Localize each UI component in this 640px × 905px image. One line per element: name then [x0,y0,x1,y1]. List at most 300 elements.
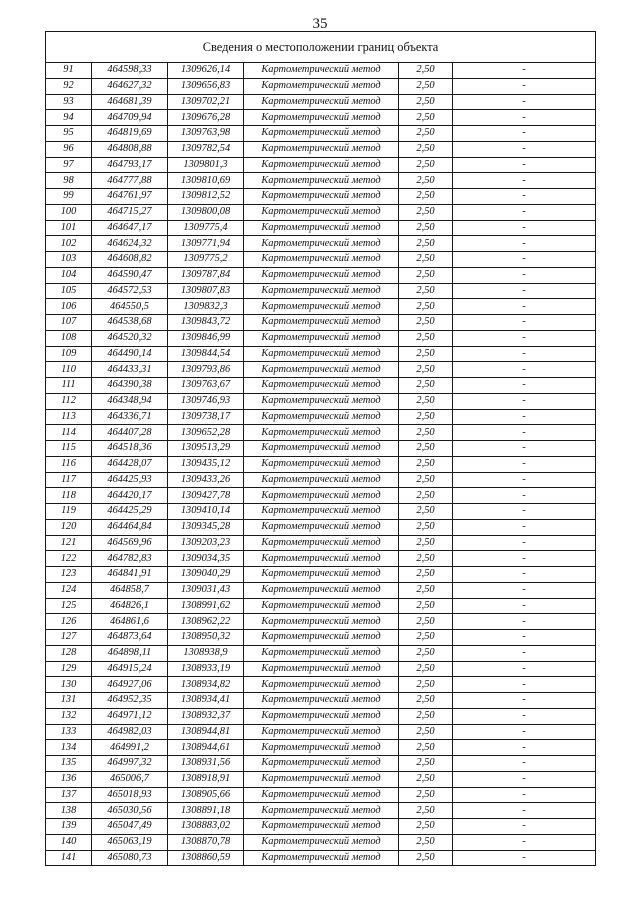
y-coordinate-cell: 1309345,28 [168,519,244,535]
accuracy-cell: 2,50 [399,456,453,472]
accuracy-cell: 2,50 [399,803,453,819]
x-coordinate-cell: 464598,33 [92,63,168,79]
description-cell: - [453,488,596,504]
description-cell: - [453,456,596,472]
method-cell: Картометрический метод [244,173,399,189]
description-cell: - [453,157,596,173]
description-cell: - [453,582,596,598]
y-coordinate-cell: 1308962,22 [168,614,244,630]
description-cell: - [453,740,596,756]
table-row [46,425,596,441]
x-coordinate-cell: 464861,6 [92,614,168,630]
y-coordinate-cell: 1309832,3 [168,299,244,315]
point-number-cell: 135 [46,756,92,772]
accuracy-cell: 2,50 [399,94,453,110]
table-row [46,803,596,819]
y-coordinate-cell: 1308860,59 [168,850,244,866]
y-coordinate-cell: 1309040,29 [168,567,244,583]
table-row [46,110,596,126]
accuracy-cell: 2,50 [399,677,453,693]
accuracy-cell: 2,50 [399,126,453,142]
x-coordinate-cell: 464336,71 [92,409,168,425]
x-coordinate-cell: 464518,36 [92,441,168,457]
point-number-cell: 140 [46,834,92,850]
point-number-cell: 110 [46,362,92,378]
y-coordinate-cell: 1309676,28 [168,110,244,126]
x-coordinate-cell: 464715,27 [92,204,168,220]
y-coordinate-cell: 1308905,66 [168,787,244,803]
table-row [46,126,596,142]
accuracy-cell: 2,50 [399,378,453,394]
x-coordinate-cell: 464952,35 [92,693,168,709]
y-coordinate-cell: 1309034,35 [168,551,244,567]
description-cell: - [453,236,596,252]
accuracy-cell: 2,50 [399,283,453,299]
x-coordinate-cell: 464873,64 [92,630,168,646]
point-number-cell: 109 [46,346,92,362]
table-row [46,346,596,362]
accuracy-cell: 2,50 [399,330,453,346]
table-row [46,141,596,157]
x-coordinate-cell: 464624,32 [92,236,168,252]
point-number-cell: 116 [46,456,92,472]
description-cell: - [453,645,596,661]
description-cell: - [453,551,596,567]
method-cell: Картометрический метод [244,441,399,457]
table-row [46,567,596,583]
point-number-cell: 128 [46,645,92,661]
table-row [46,173,596,189]
method-cell: Картометрический метод [244,708,399,724]
point-number-cell: 105 [46,283,92,299]
x-coordinate-cell: 464898,11 [92,645,168,661]
method-cell: Картометрический метод [244,110,399,126]
x-coordinate-cell: 464627,32 [92,78,168,94]
y-coordinate-cell: 1308918,91 [168,771,244,787]
point-number-cell: 120 [46,519,92,535]
accuracy-cell: 2,50 [399,661,453,677]
description-cell: - [453,567,596,583]
table-row [46,409,596,425]
table-row [46,283,596,299]
y-coordinate-cell: 1309746,93 [168,393,244,409]
point-number-cell: 100 [46,204,92,220]
accuracy-cell: 2,50 [399,504,453,520]
description-cell: - [453,346,596,362]
table-row [46,315,596,331]
accuracy-cell: 2,50 [399,173,453,189]
point-number-cell: 99 [46,189,92,205]
description-cell: - [453,535,596,551]
description-cell: - [453,94,596,110]
method-cell: Картометрический метод [244,645,399,661]
table-row [46,441,596,457]
x-coordinate-cell: 464569,96 [92,535,168,551]
method-cell: Картометрический метод [244,787,399,803]
point-number-cell: 132 [46,708,92,724]
description-cell: - [453,141,596,157]
y-coordinate-cell: 1308932,37 [168,708,244,724]
description-cell: - [453,519,596,535]
y-coordinate-cell: 1308950,32 [168,630,244,646]
method-cell: Картометрический метод [244,803,399,819]
method-cell: Картометрический метод [244,425,399,441]
method-cell: Картометрический метод [244,661,399,677]
method-cell: Картометрический метод [244,693,399,709]
description-cell: - [453,220,596,236]
x-coordinate-cell: 464777,88 [92,173,168,189]
table-row [46,551,596,567]
table-row [46,724,596,740]
point-number-cell: 131 [46,693,92,709]
point-number-cell: 111 [46,378,92,394]
table-row [46,299,596,315]
x-coordinate-cell: 464572,53 [92,283,168,299]
point-number-cell: 133 [46,724,92,740]
x-coordinate-cell: 464858,7 [92,582,168,598]
accuracy-cell: 2,50 [399,346,453,362]
point-number-cell: 95 [46,126,92,142]
point-number-cell: 130 [46,677,92,693]
y-coordinate-cell: 1309763,98 [168,126,244,142]
table-row [46,78,596,94]
method-cell: Картометрический метод [244,630,399,646]
x-coordinate-cell: 464390,38 [92,378,168,394]
point-number-cell: 101 [46,220,92,236]
table-row [46,787,596,803]
y-coordinate-cell: 1308991,62 [168,598,244,614]
y-coordinate-cell: 1308944,81 [168,724,244,740]
table-row [46,362,596,378]
point-number-cell: 94 [46,110,92,126]
accuracy-cell: 2,50 [399,425,453,441]
method-cell: Картометрический метод [244,63,399,79]
method-cell: Картометрический метод [244,283,399,299]
x-coordinate-cell: 464520,32 [92,330,168,346]
accuracy-cell: 2,50 [399,488,453,504]
y-coordinate-cell: 1309807,83 [168,283,244,299]
method-cell: Картометрический метод [244,456,399,472]
method-cell: Картометрический метод [244,409,399,425]
point-number-cell: 93 [46,94,92,110]
table-row [46,189,596,205]
y-coordinate-cell: 1309427,78 [168,488,244,504]
table-row [46,94,596,110]
accuracy-cell: 2,50 [399,850,453,866]
method-cell: Картометрический метод [244,551,399,567]
method-cell: Картометрический метод [244,126,399,142]
y-coordinate-cell: 1309793,86 [168,362,244,378]
point-number-cell: 102 [46,236,92,252]
method-cell: Картометрический метод [244,472,399,488]
table-row [46,614,596,630]
accuracy-cell: 2,50 [399,551,453,567]
method-cell: Картометрический метод [244,78,399,94]
accuracy-cell: 2,50 [399,535,453,551]
y-coordinate-cell: 1309846,99 [168,330,244,346]
description-cell: - [453,850,596,866]
x-coordinate-cell: 464709,94 [92,110,168,126]
boundary-coordinates-table [45,31,596,866]
x-coordinate-cell: 465006,7 [92,771,168,787]
accuracy-cell: 2,50 [399,362,453,378]
point-number-cell: 106 [46,299,92,315]
point-number-cell: 134 [46,740,92,756]
table-row [46,819,596,835]
method-cell: Картометрический метод [244,189,399,205]
description-cell: - [453,393,596,409]
y-coordinate-cell: 1309702,21 [168,94,244,110]
point-number-cell: 114 [46,425,92,441]
table-row [46,252,596,268]
accuracy-cell: 2,50 [399,252,453,268]
table-row [46,157,596,173]
accuracy-cell: 2,50 [399,724,453,740]
accuracy-cell: 2,50 [399,189,453,205]
y-coordinate-cell: 1308938,9 [168,645,244,661]
accuracy-cell: 2,50 [399,63,453,79]
x-coordinate-cell: 464590,47 [92,267,168,283]
y-coordinate-cell: 1308891,18 [168,803,244,819]
table-row [46,645,596,661]
x-coordinate-cell: 464819,69 [92,126,168,142]
table-row [46,850,596,866]
y-coordinate-cell: 1308934,82 [168,677,244,693]
method-cell: Картометрический метод [244,94,399,110]
table-row [46,756,596,772]
table-row [46,378,596,394]
method-cell: Картометрический метод [244,141,399,157]
accuracy-cell: 2,50 [399,110,453,126]
method-cell: Картометрический метод [244,598,399,614]
accuracy-cell: 2,50 [399,582,453,598]
accuracy-cell: 2,50 [399,708,453,724]
description-cell: - [453,441,596,457]
accuracy-cell: 2,50 [399,693,453,709]
table-row [46,740,596,756]
table-row [46,630,596,646]
method-cell: Картометрический метод [244,267,399,283]
accuracy-cell: 2,50 [399,756,453,772]
accuracy-cell: 2,50 [399,409,453,425]
table-row [46,708,596,724]
method-cell: Картометрический метод [244,677,399,693]
method-cell: Картометрический метод [244,771,399,787]
y-coordinate-cell: 1309775,4 [168,220,244,236]
accuracy-cell: 2,50 [399,771,453,787]
method-cell: Картометрический метод [244,756,399,772]
description-cell: - [453,708,596,724]
description-cell: - [453,299,596,315]
point-number-cell: 96 [46,141,92,157]
table-row [46,330,596,346]
x-coordinate-cell: 464927,06 [92,677,168,693]
point-number-cell: 103 [46,252,92,268]
x-coordinate-cell: 464348,94 [92,393,168,409]
point-number-cell: 141 [46,850,92,866]
accuracy-cell: 2,50 [399,472,453,488]
y-coordinate-cell: 1309800,08 [168,204,244,220]
accuracy-cell: 2,50 [399,598,453,614]
description-cell: - [453,819,596,835]
point-number-cell: 98 [46,173,92,189]
x-coordinate-cell: 464782,83 [92,551,168,567]
y-coordinate-cell: 1309782,54 [168,141,244,157]
description-cell: - [453,204,596,220]
description-cell: - [453,110,596,126]
x-coordinate-cell: 464915,24 [92,661,168,677]
accuracy-cell: 2,50 [399,787,453,803]
accuracy-cell: 2,50 [399,630,453,646]
point-number-cell: 113 [46,409,92,425]
accuracy-cell: 2,50 [399,78,453,94]
description-cell: - [453,126,596,142]
description-cell: - [453,756,596,772]
x-coordinate-cell: 464793,17 [92,157,168,173]
x-coordinate-cell: 465047,49 [92,819,168,835]
y-coordinate-cell: 1309844,54 [168,346,244,362]
y-coordinate-cell: 1309775,2 [168,252,244,268]
x-coordinate-cell: 464433,31 [92,362,168,378]
point-number-cell: 123 [46,567,92,583]
description-cell: - [453,677,596,693]
point-number-cell: 119 [46,504,92,520]
method-cell: Картометрический метод [244,236,399,252]
table-row [46,488,596,504]
x-coordinate-cell: 464425,93 [92,472,168,488]
point-number-cell: 125 [46,598,92,614]
y-coordinate-cell: 1308944,61 [168,740,244,756]
y-coordinate-cell: 1309656,83 [168,78,244,94]
description-cell: - [453,724,596,740]
description-cell: - [453,362,596,378]
x-coordinate-cell: 465080,73 [92,850,168,866]
y-coordinate-cell: 1309513,29 [168,441,244,457]
method-cell: Картометрический метод [244,535,399,551]
point-number-cell: 107 [46,315,92,331]
description-cell: - [453,330,596,346]
method-cell: Картометрический метод [244,850,399,866]
y-coordinate-cell: 1309031,43 [168,582,244,598]
y-coordinate-cell: 1309433,26 [168,472,244,488]
table-row [46,504,596,520]
x-coordinate-cell: 464647,17 [92,220,168,236]
accuracy-cell: 2,50 [399,567,453,583]
point-number-cell: 108 [46,330,92,346]
table-row [46,582,596,598]
method-cell: Картометрический метод [244,157,399,173]
method-cell: Картометрический метод [244,740,399,756]
method-cell: Картометрический метод [244,393,399,409]
page-number: 35 [312,16,328,32]
description-cell: - [453,63,596,79]
description-cell: - [453,504,596,520]
point-number-cell: 122 [46,551,92,567]
x-coordinate-cell: 465018,93 [92,787,168,803]
y-coordinate-cell: 1309771,94 [168,236,244,252]
x-coordinate-cell: 465030,56 [92,803,168,819]
point-number-cell: 136 [46,771,92,787]
method-cell: Картометрический метод [244,378,399,394]
x-coordinate-cell: 464982,03 [92,724,168,740]
method-cell: Картометрический метод [244,834,399,850]
y-coordinate-cell: 1308931,56 [168,756,244,772]
point-number-cell: 139 [46,819,92,835]
x-coordinate-cell: 465063,19 [92,834,168,850]
y-coordinate-cell: 1308883,02 [168,819,244,835]
description-cell: - [453,267,596,283]
accuracy-cell: 2,50 [399,834,453,850]
description-cell: - [453,771,596,787]
description-cell: - [453,598,596,614]
accuracy-cell: 2,50 [399,645,453,661]
method-cell: Картометрический метод [244,488,399,504]
point-number-cell: 138 [46,803,92,819]
description-cell: - [453,787,596,803]
x-coordinate-cell: 464428,07 [92,456,168,472]
x-coordinate-cell: 464420,17 [92,488,168,504]
accuracy-cell: 2,50 [399,441,453,457]
x-coordinate-cell: 464550,5 [92,299,168,315]
y-coordinate-cell: 1308934,41 [168,693,244,709]
x-coordinate-cell: 464971,12 [92,708,168,724]
accuracy-cell: 2,50 [399,519,453,535]
accuracy-cell: 2,50 [399,141,453,157]
table-row [46,236,596,252]
description-cell: - [453,661,596,677]
y-coordinate-cell: 1308870,78 [168,834,244,850]
description-cell: - [453,614,596,630]
accuracy-cell: 2,50 [399,220,453,236]
y-coordinate-cell: 1309812,52 [168,189,244,205]
table-row [46,267,596,283]
method-cell: Картометрический метод [244,819,399,835]
accuracy-cell: 2,50 [399,819,453,835]
method-cell: Картометрический метод [244,362,399,378]
x-coordinate-cell: 464407,28 [92,425,168,441]
method-cell: Картометрический метод [244,204,399,220]
method-cell: Картометрический метод [244,582,399,598]
x-coordinate-cell: 464826,1 [92,598,168,614]
x-coordinate-cell: 464997,32 [92,756,168,772]
x-coordinate-cell: 464538,68 [92,315,168,331]
point-number-cell: 118 [46,488,92,504]
x-coordinate-cell: 464808,88 [92,141,168,157]
point-number-cell: 92 [46,78,92,94]
accuracy-cell: 2,50 [399,315,453,331]
point-number-cell: 112 [46,393,92,409]
accuracy-cell: 2,50 [399,614,453,630]
method-cell: Картометрический метод [244,315,399,331]
y-coordinate-cell: 1308933,19 [168,661,244,677]
accuracy-cell: 2,50 [399,157,453,173]
description-cell: - [453,315,596,331]
table-row [46,661,596,677]
point-number-cell: 129 [46,661,92,677]
table-row [46,220,596,236]
y-coordinate-cell: 1309410,14 [168,504,244,520]
description-cell: - [453,409,596,425]
x-coordinate-cell: 464464,84 [92,519,168,535]
accuracy-cell: 2,50 [399,740,453,756]
y-coordinate-cell: 1309843,72 [168,315,244,331]
description-cell: - [453,173,596,189]
table-row [46,204,596,220]
method-cell: Картометрический метод [244,504,399,520]
x-coordinate-cell: 464761,97 [92,189,168,205]
point-number-cell: 115 [46,441,92,457]
description-cell: - [453,834,596,850]
